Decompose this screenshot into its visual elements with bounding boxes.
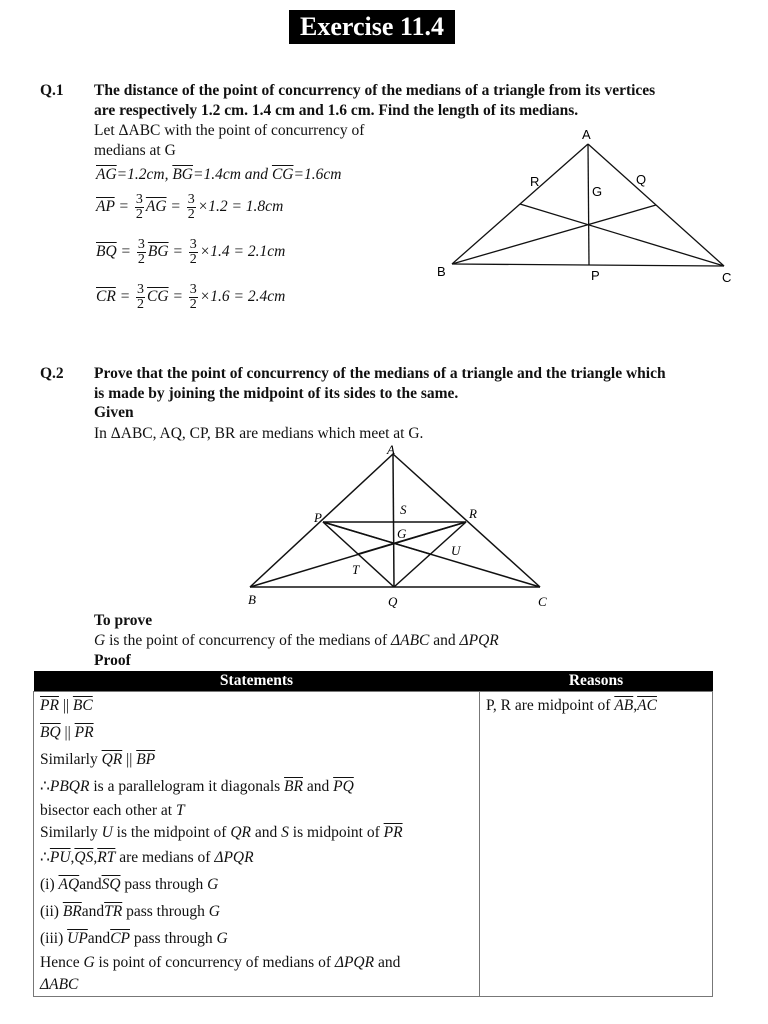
bg-value: =1.4cm and [193, 166, 272, 183]
seg: $\overline{PU}$ [49, 849, 71, 866]
point: G [208, 903, 220, 920]
text: Hence [40, 954, 84, 971]
eq2-num1: 3 [137, 237, 145, 252]
comma: , [93, 849, 98, 866]
eq2-frac1 [137, 238, 146, 267]
vertex-c-label: C [538, 594, 547, 609]
comma: , [633, 697, 638, 714]
name: PBQR [49, 778, 90, 795]
q2-given-text: In ΔABC, AQ, CP, BR are medians which meet at G. [94, 425, 424, 442]
q2-to-prove-text [94, 632, 499, 650]
eq2-num2: 3 [189, 237, 197, 252]
eq3-den1: 2 [137, 297, 145, 312]
seg: $\overline{BR}$ [284, 778, 303, 795]
reason-1 [480, 692, 712, 720]
q1-equation-1: $\overline{AP}$ = $\frac{3}{2}$ $\overline{AG}$ = $\frac{3}{2}$ ×1.2 = 1.8cm [96, 192, 284, 222]
text: and [251, 824, 282, 841]
text: are medians of [115, 849, 215, 866]
median-ap [588, 144, 589, 265]
q1-number: Q.1 [40, 82, 64, 99]
eq2-mid: $\overline{BG}$ [147, 243, 169, 261]
q2-number: Q.2 [40, 365, 64, 382]
vertex-b-label: B [248, 592, 256, 607]
point: G [83, 954, 95, 971]
eq3-lhs: $\overline{CR}$ [96, 288, 116, 306]
text: Similarly [40, 751, 102, 768]
statement-2 [34, 719, 479, 746]
seg: $\overline{QR}$ [101, 751, 123, 768]
triangle: ΔPQR [214, 849, 254, 866]
q1-triangle-figure [430, 122, 750, 292]
median-aq [393, 454, 394, 587]
text: and [302, 778, 334, 795]
proof-table-header [34, 671, 713, 692]
statement-5 [34, 800, 479, 822]
eq2-rhs: ×1.4 = 2.1cm [199, 243, 286, 261]
point-q-label: Q [636, 172, 647, 187]
statement-8 [34, 871, 479, 898]
text: is a parallelogram it diagonals [89, 778, 285, 795]
eq1-den2: 2 [187, 207, 195, 222]
statement-6 [34, 822, 479, 844]
seg: $\overline{RT}$ [97, 849, 116, 866]
therefore: ∴ [40, 849, 50, 866]
proof-table-row [34, 692, 713, 997]
statement-10 [34, 925, 479, 952]
to-prove-mid: is the point of concurrency of the medians of [105, 632, 392, 649]
text: pass through [120, 876, 208, 893]
point: S [281, 824, 289, 841]
point-r-label: R [469, 506, 477, 521]
seg: $\overline{CP}$ [110, 930, 130, 947]
eq1-num1: 3 [135, 192, 143, 207]
eq2-lhs: $\overline{BQ}$ [96, 243, 117, 261]
point-r-label: R [530, 174, 540, 189]
op: || [60, 724, 75, 741]
eq1-den1: 2 [135, 207, 143, 222]
text: is the midpoint of [112, 824, 231, 841]
eq3-num2: 3 [189, 282, 197, 297]
segment-bg: $\overline{BG}$ [172, 166, 194, 183]
text: is point of concurrency of medians of [94, 954, 335, 971]
point-g-label: G [397, 526, 407, 541]
q1-let-line2: medians at G [94, 142, 176, 159]
comma: , [70, 849, 75, 866]
text: and [87, 930, 111, 947]
point-g: G [94, 632, 106, 649]
eq2-frac2 [189, 238, 198, 267]
seg: $\overline{QS}$ [74, 849, 94, 866]
q2-question-line1: Prove that the point of concurrency of the medians of a triangle and the triangle which [94, 365, 666, 382]
q2-proof-heading: Proof [94, 652, 131, 669]
segment-cg: $\overline{CG}$ [271, 166, 294, 183]
seg: $\overline{BP}$ [136, 751, 156, 768]
seg: $\overline{PR}$ [383, 824, 403, 841]
seg: $\overline{BC}$ [72, 697, 93, 714]
statement-4 [34, 773, 479, 800]
text: pass through [122, 903, 209, 920]
point-g-label: G [592, 184, 603, 199]
q2-question [94, 364, 666, 404]
seg: $\overline{SQ}$ [101, 876, 121, 893]
eq2-den2: 2 [189, 252, 197, 267]
cg-value: =1.6cm [293, 166, 342, 183]
vertex-c-label: C [722, 270, 732, 285]
triangle-pqr: ΔPQR [459, 632, 499, 649]
q1-question-line2: are respectively 1.2 cm. 1.4 cm and 1.6 cm. Find the length of its medians. [94, 102, 579, 119]
text: bisector each other at [40, 802, 176, 819]
eq1-frac2 [187, 193, 196, 222]
statement-12 [34, 974, 479, 996]
q1-equation-3: $\overline{CR}$ = $\frac{3}{2}$ $\overline{CG}$ = $\frac{3}{2}$ ×1.6 = 2.4cm [96, 282, 286, 312]
to-prove-and: and [429, 632, 460, 649]
op: || [122, 751, 137, 768]
text: and [79, 876, 102, 893]
eq1-num2: 3 [187, 192, 195, 207]
statement-7 [34, 844, 479, 871]
point-s-label: S [400, 502, 407, 517]
seg: $\overline{BR}$ [62, 903, 82, 920]
q1-question-line1: The distance of the point of concurrency of the medians of a triangle from its vertices [94, 82, 656, 99]
text: P, R are midpoint of [486, 697, 615, 714]
point: T [176, 802, 185, 819]
seg: $\overline{PQ}$ [333, 778, 354, 795]
point-p-label: P [314, 510, 322, 525]
statement-3 [34, 746, 479, 773]
triangle-abc: ΔABC [391, 632, 430, 649]
point: G [216, 930, 228, 947]
text: and [374, 954, 401, 971]
seg: QR [230, 824, 251, 841]
eq3-frac2 [189, 283, 198, 312]
seg: $\overline{AB}$ [614, 697, 634, 714]
point-p-label: P [591, 268, 600, 283]
vertex-b-label: B [437, 264, 446, 279]
segment-ag: $\overline{AG}$ [96, 166, 117, 183]
seg: $\overline{AC}$ [637, 697, 657, 714]
eq1-mid: $\overline{AG}$ [145, 198, 167, 216]
statement-9 [34, 898, 479, 925]
therefore: ∴ [40, 778, 50, 795]
eq1-rhs: ×1.2 = 1.8cm [197, 198, 284, 216]
page-title: Exercise 11.4 [289, 10, 455, 44]
text: (ii) [40, 903, 63, 920]
op: || [58, 697, 73, 714]
eq1-frac1 [135, 193, 144, 222]
q2-triangle-figure [240, 442, 560, 612]
reasons-header: Reasons [480, 671, 713, 692]
text: Similarly [40, 824, 102, 841]
point: G [207, 876, 219, 893]
side-bc [452, 264, 724, 266]
eq3-mid: $\overline{CG}$ [147, 288, 169, 306]
text: (iii) [40, 930, 68, 947]
statements-cell [34, 692, 480, 997]
seg: $\overline{BQ}$ [40, 724, 61, 741]
eq3-num1: 3 [137, 282, 145, 297]
eq2-den1: 2 [137, 252, 145, 267]
triangle: ΔABC [40, 976, 79, 993]
q2-question-line2: is made by joining the midpoint of its sides to the same. [94, 385, 459, 402]
seg: $\overline{PR}$ [40, 697, 59, 714]
seg: $\overline{TR}$ [104, 903, 123, 920]
reasons-cell [480, 692, 713, 997]
proof-table [33, 671, 713, 997]
seg: $\overline{AQ}$ [58, 876, 80, 893]
eq1-lhs: $\overline{AP}$ [96, 198, 115, 216]
eq3-rhs: ×1.6 = 2.4cm [199, 288, 286, 306]
q2-to-prove-heading: To prove [94, 612, 153, 629]
statement-1 [34, 692, 479, 719]
eq3-den2: 2 [189, 297, 197, 312]
ag-value: =1.2cm, [116, 166, 173, 183]
vertex-a-label: A [582, 127, 591, 142]
point-t-label: T [352, 562, 360, 577]
seg: $\overline{UP}$ [67, 930, 88, 947]
point-q-label: Q [388, 594, 398, 609]
q1-question [94, 81, 655, 121]
eq3-frac1 [136, 283, 145, 312]
triangle: ΔPQR [334, 954, 375, 971]
seg: $\overline{PR}$ [74, 724, 94, 741]
vertex-a-label: A [387, 442, 395, 457]
q1-equation-2: $\overline{BQ}$ = $\frac{3}{2}$ $\overline{BG}$ = $\frac{3}{2}$ ×1.4 = 2.1cm [96, 237, 286, 267]
text: (i) [40, 876, 59, 893]
q1-given-values [96, 166, 341, 184]
text: is midpoint of [288, 824, 384, 841]
text: pass through [130, 930, 217, 947]
q2-given-heading: Given [94, 404, 134, 421]
statements-header: Statements [34, 671, 480, 692]
point: U [101, 824, 113, 841]
statement-11 [34, 952, 479, 974]
q1-let-line1: Let ΔABC with the point of concurrency of [94, 122, 365, 139]
point-u-label: U [451, 543, 461, 558]
text: and [81, 903, 105, 920]
